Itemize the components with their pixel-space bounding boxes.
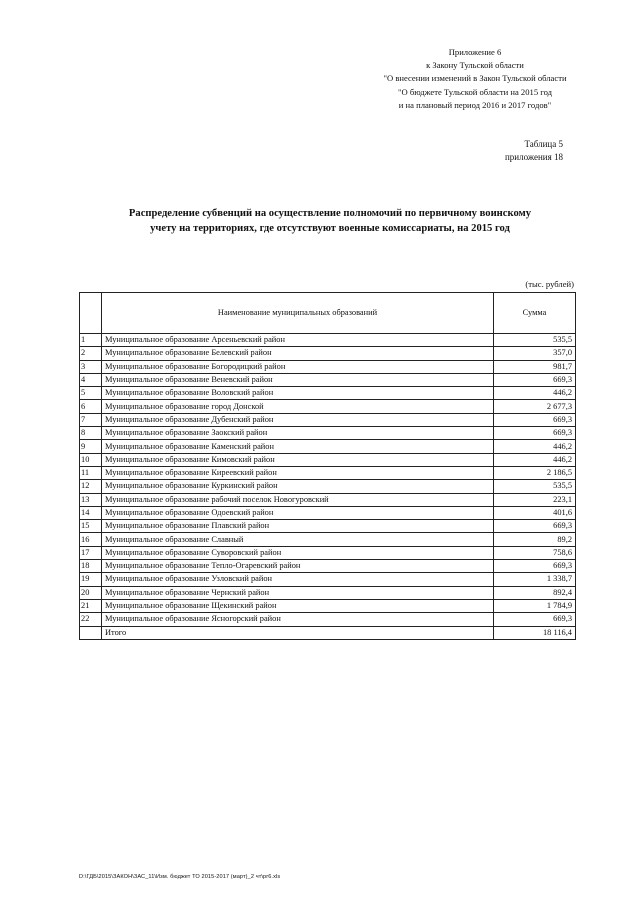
document-title bbox=[70, 206, 590, 236]
row-sum-cell: 446,2 bbox=[494, 440, 576, 453]
row-num-cell: 1 bbox=[80, 334, 102, 347]
subventions-table bbox=[79, 292, 576, 640]
row-name-cell: Муниципальное образование город Донской bbox=[102, 400, 494, 413]
header-num-cell bbox=[80, 293, 102, 334]
row-name-cell: Муниципальное образование Белевский район bbox=[102, 347, 494, 360]
header-sum-cell: Сумма bbox=[494, 293, 576, 334]
table-header-row bbox=[80, 293, 576, 334]
row-sum-cell: 669,3 bbox=[494, 427, 576, 440]
row-name-cell: Муниципальное образование Веневский район bbox=[102, 373, 494, 386]
row-num-cell: 20 bbox=[80, 586, 102, 599]
row-name-cell: Муниципальное образование Заокский район bbox=[102, 427, 494, 440]
row-name-cell: Муниципальное образование Каменский район bbox=[102, 440, 494, 453]
row-name-cell: Муниципальное образование Тепло-Огаревский район bbox=[102, 560, 494, 573]
row-name-cell: Муниципальное образование Дубенский район bbox=[102, 413, 494, 426]
table-row bbox=[80, 347, 576, 360]
table-row bbox=[80, 586, 576, 599]
row-name-cell: Муниципальное образование Чернский район bbox=[102, 586, 494, 599]
row-num-cell: 19 bbox=[80, 573, 102, 586]
row-sum-cell: 357,0 bbox=[494, 347, 576, 360]
table-row bbox=[80, 373, 576, 386]
table-row bbox=[80, 573, 576, 586]
row-name-cell: Муниципальное образование Киреевский район bbox=[102, 466, 494, 479]
table-row bbox=[80, 334, 576, 347]
row-num-cell: 16 bbox=[80, 533, 102, 546]
table-row bbox=[80, 440, 576, 453]
row-num-cell: 10 bbox=[80, 453, 102, 466]
row-sum-cell: 669,3 bbox=[494, 373, 576, 386]
row-sum-cell: 446,2 bbox=[494, 387, 576, 400]
row-name-cell: Муниципальное образование Богородицкий район bbox=[102, 360, 494, 373]
appendix-line-4: "О бюджете Тульской области на 2015 год bbox=[398, 86, 552, 97]
row-sum-cell: 669,3 bbox=[494, 613, 576, 626]
row-sum-cell: 2 677,3 bbox=[494, 400, 576, 413]
row-name-cell: Муниципальное образование Куркинский район bbox=[102, 480, 494, 493]
row-sum-cell: 1 784,9 bbox=[494, 599, 576, 612]
row-sum-cell: 2 186,5 bbox=[494, 466, 576, 479]
row-name-cell: Муниципальное образование Ясногорский район bbox=[102, 613, 494, 626]
table-row bbox=[80, 413, 576, 426]
row-num-cell: 14 bbox=[80, 506, 102, 519]
title-line-1: Распределение субвенций на осуществление полномочий по первичному воинскому bbox=[128, 208, 532, 219]
row-name-cell: Муниципальное образование Плавский район bbox=[102, 520, 494, 533]
table-row bbox=[80, 493, 576, 506]
row-name-cell: Муниципальное образование Кимовский район bbox=[102, 453, 494, 466]
row-num-cell: 6 bbox=[80, 400, 102, 413]
row-sum-cell: 758,6 bbox=[494, 546, 576, 559]
row-sum-cell: 535,5 bbox=[494, 334, 576, 347]
row-name-cell: Муниципальное образование Арсеньевский район bbox=[102, 334, 494, 347]
row-sum-cell: 223,1 bbox=[494, 493, 576, 506]
table-row bbox=[80, 427, 576, 440]
table-row bbox=[80, 387, 576, 400]
row-name-cell: Муниципальное образование Одоевский район bbox=[102, 506, 494, 519]
row-num-cell: 17 bbox=[80, 546, 102, 559]
row-name-cell: Муниципальное образование Щекинский район bbox=[102, 599, 494, 612]
table-row bbox=[80, 599, 576, 612]
table-row bbox=[80, 400, 576, 413]
row-sum-cell: 401,6 bbox=[494, 506, 576, 519]
row-name-cell: Муниципальное образование Славный bbox=[102, 533, 494, 546]
row-sum-cell: 981,7 bbox=[494, 360, 576, 373]
header-name-cell: Наименование муниципальных образований bbox=[102, 293, 494, 334]
table-note-line-2: приложения 18 bbox=[504, 151, 563, 162]
table-row bbox=[80, 506, 576, 519]
row-sum-cell: 669,3 bbox=[494, 520, 576, 533]
title-line-2: учету на территориях, где отсутствуют военные комиссариаты, на 2015 год bbox=[150, 223, 510, 234]
row-num-cell: 18 bbox=[80, 560, 102, 573]
row-num-cell: 4 bbox=[80, 373, 102, 386]
row-sum-cell: 669,3 bbox=[494, 413, 576, 426]
table-row bbox=[80, 453, 576, 466]
row-name-cell: Муниципальное образование Воловский район bbox=[102, 387, 494, 400]
table-row bbox=[80, 613, 576, 626]
units-label: (тыс. рублей) bbox=[525, 279, 574, 289]
row-num-cell: 5 bbox=[80, 387, 102, 400]
row-num-cell: 13 bbox=[80, 493, 102, 506]
row-name-cell: Муниципальное образование Суворовский район bbox=[102, 546, 494, 559]
row-num-cell: 21 bbox=[80, 599, 102, 612]
table-row bbox=[80, 480, 576, 493]
row-sum-cell: 535,5 bbox=[494, 480, 576, 493]
table-note-line-1: Таблица 5 bbox=[524, 139, 563, 149]
row-sum-cell: 89,2 bbox=[494, 533, 576, 546]
row-num-cell: 3 bbox=[80, 360, 102, 373]
table-note bbox=[505, 138, 563, 163]
row-sum-cell: 446,2 bbox=[494, 453, 576, 466]
row-num-cell: 9 bbox=[80, 440, 102, 453]
row-num-cell: 12 bbox=[80, 480, 102, 493]
appendix-line-2: к Закону Тульской области bbox=[426, 60, 524, 71]
appendix-line-5: и на плановый период 2016 и 2017 годов" bbox=[398, 99, 552, 110]
row-name-cell: Муниципальное образование рабочий поселок Новогуровский bbox=[102, 493, 494, 506]
table-row bbox=[80, 546, 576, 559]
row-name-cell: Муниципальное образование Узловский район bbox=[102, 573, 494, 586]
row-num-cell: 7 bbox=[80, 413, 102, 426]
total-num-cell bbox=[80, 626, 102, 639]
row-num-cell: 2 bbox=[80, 347, 102, 360]
table-row bbox=[80, 466, 576, 479]
total-sum-cell: 18 116,4 bbox=[494, 626, 576, 639]
appendix-line-3: "О внесении изменений в Закон Тульской области bbox=[383, 73, 567, 84]
row-num-cell: 11 bbox=[80, 466, 102, 479]
row-sum-cell: 892,4 bbox=[494, 586, 576, 599]
appendix-line-1: Приложение 6 bbox=[448, 47, 502, 57]
row-num-cell: 22 bbox=[80, 613, 102, 626]
file-path-footer: D:\ГДБ\2015\ЗАКОН\ЗАС_11\Изм. бюджет ТО 2015-2017 (март)_2 чт\pr6.xls bbox=[79, 874, 281, 880]
table-row bbox=[80, 520, 576, 533]
row-sum-cell: 669,3 bbox=[494, 560, 576, 573]
table-row bbox=[80, 360, 576, 373]
total-row bbox=[80, 626, 576, 639]
row-num-cell: 8 bbox=[80, 427, 102, 440]
total-label-cell: Итого bbox=[102, 626, 494, 639]
appendix-header bbox=[330, 46, 620, 112]
row-num-cell: 15 bbox=[80, 520, 102, 533]
row-sum-cell: 1 338,7 bbox=[494, 573, 576, 586]
table-row bbox=[80, 560, 576, 573]
table-row bbox=[80, 533, 576, 546]
